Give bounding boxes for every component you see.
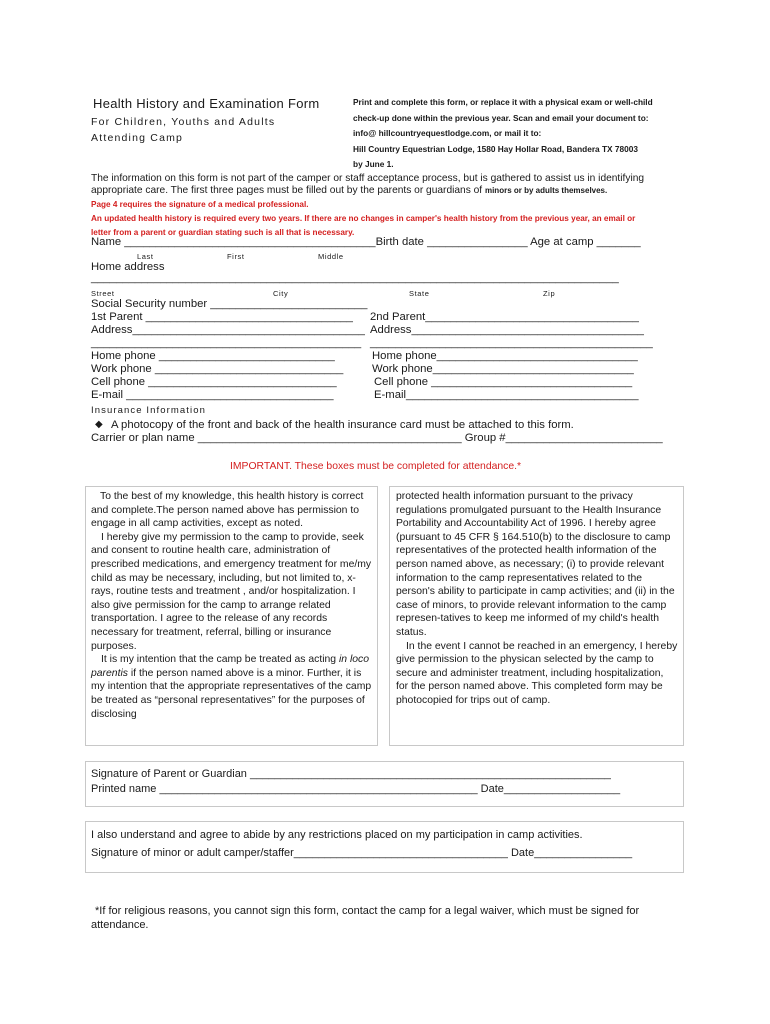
important-notice: IMPORTANT. These boxes must be completed for attendance.* — [230, 461, 522, 472]
printed-name-date-field[interactable]: Printed name ____________________________________________________ Date___________________ — [91, 783, 621, 795]
zip-label: Zip — [543, 289, 556, 298]
parent1-field[interactable]: 1st Parent _________________________________ — [91, 311, 353, 323]
parent1-email[interactable]: E-mail _________________________________ — [91, 389, 334, 401]
street-label: Street — [91, 289, 115, 298]
religious-waiver-footnote: *If for religious reasons, you cannot sign this form, contact the camp for a legal waiver, which must be signed for attendance. — [91, 905, 640, 931]
instruction-line: by June 1. — [353, 159, 394, 169]
parent2-address-line2[interactable]: _____________________________________________ — [370, 337, 653, 349]
parent2-home-phone[interactable]: Home phone________________________________ — [372, 350, 638, 362]
red-notices — [91, 198, 691, 240]
form-subtitle-line1: For Children, Youths and Adults — [91, 116, 276, 128]
name-first-label: First — [227, 252, 245, 261]
intro-line1: The information on this form is not part of the camper or staff acceptance process, but is gathered to assist us in identifying — [91, 173, 645, 184]
consent-left-p3-a: It is my intention that the camp be treated as acting — [101, 654, 339, 666]
camper-signature-field[interactable]: Signature of minor or adult camper/staffer___________________________________ Date________________ — [91, 847, 633, 859]
instructions-block — [353, 95, 683, 173]
parent1-work-phone[interactable]: Work phone ______________________________ — [91, 363, 344, 375]
intro-text — [91, 173, 691, 197]
parent2-address-field[interactable]: Address_____________________________________ — [370, 324, 644, 336]
red-notice-page4: Page 4 requires the signature of a medical professional. — [91, 200, 309, 209]
intro-line2 — [91, 185, 691, 197]
consent-left-p3 — [91, 653, 375, 721]
form-subtitle-line2: Attending Camp — [91, 132, 184, 144]
in-loco-parentis: in loco parentis — [91, 654, 370, 679]
instruction-line: info@ hillcountryequestlodge.com, or mail it to: — [353, 128, 542, 138]
parent2-email[interactable]: E-mail_____________________________________ — [374, 389, 639, 401]
parent1-address-field[interactable]: Address_____________________________________ — [91, 324, 365, 336]
consent-left-p2: I hereby give my permission to the camp to provide, seek and consent to routine health care, administration of prescribed medications, and emergency treatment for me/my child as may be necessary, including, but not limited to, x-rays, routine tests and treatment , and/or hospitalization. I also give permission for the camp to arrange related transportation. I agree to the release of any records necessary for treatment, referral, billing or insurance purposes. — [91, 531, 372, 652]
parent1-home-phone[interactable]: Home phone ____________________________ — [91, 350, 335, 362]
consent-left-p3-b: if the person named above is a minor. Further, it is my intention that the appropriate representatives of the camp be treated as “personal representatives” for the purposes of disclosing — [91, 667, 372, 720]
consent-right-p1: protected health information pursuant to the privacy regulations promulgated pursuant to the Health Insurance Portability and Accountability Act of 1996. I hereby agree (pursuant to 45 CFR § 164.510(b) to the disclosure to camp representatives of the protected health information of the person named above, as necessary; (i) to provide relevant information to the camp representatives related to the person's ability to participate in camp activities; and (ii) in the case of minors, to provide relevant information to the camp represen-tatives to keep me informed of my child's health status. — [396, 491, 675, 638]
city-label: City — [273, 289, 289, 298]
consent-left-text — [91, 490, 375, 721]
insurance-heading: Insurance Information — [91, 405, 206, 416]
intro-line2-text: appropriate care. The first three pages must be filled out by the parents or guardians of — [91, 185, 485, 196]
red-notice-letter: letter from a parent or guardian stating such is all that is necessary. — [91, 228, 355, 237]
instruction-line: Print and complete this form, or replace it with a physical exam or well-child — [353, 97, 653, 107]
instruction-line: Hill Country Equestrian Lodge, 1580 Hay Hollar Road, Bandera TX 78003 — [353, 143, 638, 154]
parent2-work-phone[interactable]: Work phone________________________________ — [372, 363, 634, 375]
photocopy-note: A photocopy of the front and back of the health insurance card must be attached to this form. — [111, 419, 574, 431]
instruction-line: check-up done within the previous year. Scan and email your document to: — [353, 112, 649, 123]
guardian-signature-field[interactable]: Signature of Parent or Guardian ___________________________________________________________ — [91, 768, 611, 780]
name-middle-label: Middle — [318, 252, 344, 261]
parent2-cell-phone[interactable]: Cell phone ________________________________ — [374, 376, 633, 388]
home-address-label: Home address — [91, 261, 165, 273]
name-last-label: Last — [137, 252, 154, 261]
consent-left-p1: To the best of my knowledge, this health history is correct and complete.The person named above has permission to engage in all camp activities, except as noted. — [91, 491, 364, 530]
consent-right-p2: In the event I cannot be reached in an emergency, I hereby give permission to the physican selected by the camp to secure and administer treatment, including hospitalization, for the person named above. This completed form may be photocopied for trips out of camp. — [396, 640, 678, 706]
camper-agreement-text: I also understand and agree to abide by any restrictions placed on my participation in camp activities. — [91, 829, 583, 841]
red-notice-update: An updated health history is required every two years. If there are no changes in camper's health history from the previous year, an email or — [91, 214, 636, 223]
intro-line2-bold: minors or by adults themselves. — [484, 186, 608, 195]
parent1-cell-phone[interactable]: Cell phone ______________________________ — [91, 376, 337, 388]
consent-right-text — [396, 490, 678, 708]
state-label: State — [409, 289, 430, 298]
parent2-field[interactable]: 2nd Parent__________________________________ — [370, 311, 639, 323]
form-title: Health History and Examination Form — [93, 96, 320, 111]
name-field[interactable]: Name ________________________________________Birth date ________________ Age at camp _______ — [91, 236, 641, 248]
parent1-address-line2[interactable]: ___________________________________________ — [91, 337, 362, 349]
ssn-field[interactable]: Social Security number _________________________ — [91, 298, 368, 310]
carrier-field[interactable]: Carrier or plan name __________________________________________ Group #_________________________ — [91, 432, 663, 444]
diamond-bullet-icon: ◆ — [95, 419, 103, 430]
home-address-line[interactable]: ____________________________________________________________________________________ — [91, 272, 619, 284]
